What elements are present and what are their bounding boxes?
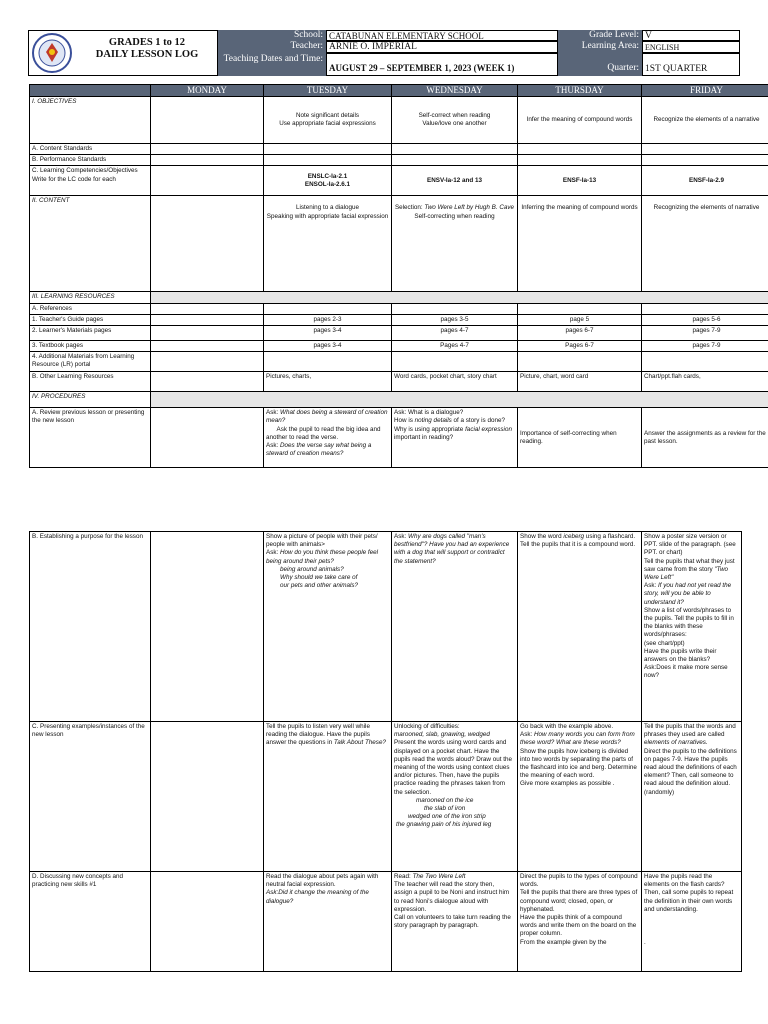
cell: pages 7-9 <box>642 341 768 352</box>
cell: pages 3-4 <box>264 326 392 341</box>
row-label-content-standards: A. Content Standards <box>30 144 151 155</box>
teacher-value: ARNIE O. IMPERIAL <box>326 41 558 53</box>
cell: Recognizing the elements of narrative <box>642 196 768 292</box>
day-header: FRIDAY <box>642 85 768 97</box>
school-label: School: <box>218 30 326 41</box>
cell: Chart/ppt.flah cards, <box>642 372 768 392</box>
cell: pages 6-7 <box>518 326 642 341</box>
cell: pages 3-4 <box>264 341 392 352</box>
header <box>28 30 740 78</box>
row-label-textbook: 3. Textbook pages <box>30 341 151 352</box>
grade-value: V <box>642 30 740 41</box>
cell: Direct the pupils to the types of compound words. Tell the pupils that there are three types of compound word; closed, open, or hyphenated. Have the pupils think of a compound words and write them on the board on the proper column. From the example given by the <box>518 872 642 972</box>
cell: Ask: What is a dialogue? How is noting details of a story is done? Why is using appropriate facial expression important in reading? <box>392 408 518 468</box>
row-label-discussing: D. Discussing new concepts and practicing new skills #1 <box>30 872 151 972</box>
row-label-lm: 2. Learner's Materials pages <box>30 326 151 341</box>
day-header: TUESDAY <box>264 85 392 97</box>
cell: Picture, chart, word card <box>518 372 642 392</box>
cell: pages 2-3 <box>264 314 392 325</box>
cell: Answer the assignments as a review for the past lesson. <box>642 408 768 468</box>
row-label-presenting: C. Presenting examples/instances of the new lesson <box>30 722 151 872</box>
cell: Tell the pupils to listen very well while reading the dialogue. Have the pupils answer the questions in Talk About These? <box>264 722 392 872</box>
row-label-resources: III. LEARNING RESOURCES <box>30 292 151 303</box>
row-label-other-resources: B. Other Learning Resources <box>30 372 151 392</box>
cell: pages 3-5 <box>392 314 518 325</box>
corner-header <box>30 85 151 97</box>
title-box <box>28 30 218 76</box>
deped-seal-icon <box>31 32 73 74</box>
cell: Infer the meaning of compound words <box>518 97 642 144</box>
cell: Tell the pupils that the words and phrases they used are called elements of narratives. Direct the pupils to the definitions on pages 7-9. Have the pupils read aloud the definitions of each element? Then, call someone to read aloud the definition aloud. (randomly) <box>642 722 742 872</box>
cell: Recognize the elements of a narrative <box>642 97 768 144</box>
cell: ENSF-Ia-2.9 <box>642 166 768 196</box>
teacher-label: Teacher: <box>218 41 326 53</box>
cell: Have the pupils read the elements on the flash cards? Then, call some pupils to repeat the definition in their own words and understanding. . <box>642 872 742 972</box>
header-info-grid <box>218 30 740 76</box>
cell: Selection: Two Were Left by Hugh B. Cave Self-correcting when reading <box>392 196 518 292</box>
cell: Self-correct when reading Value/love one another <box>392 97 518 144</box>
cell: pages 4-7 <box>392 326 518 341</box>
row-label-objectives: I. OBJECTIVES <box>30 97 151 144</box>
row-label-purpose: B. Establishing a purpose for the lesson <box>30 532 151 722</box>
page-title <box>77 37 217 61</box>
title-line-1: GRADES 1 to 12 <box>108 37 186 48</box>
cell: Unlocking of difficulties: marooned, slab, gnawing, wedged Present the words using word cards and displayed on a pocket chart. Have the pupils read the words aloud? Draw out the meaning of the words using context clues and/or pictures. Then, have the pupils practice reading the phrases taken from the selection. marooned on the ice the slab of iron wedged one of the iron strip the gnawing pain of his injured leg <box>392 722 518 872</box>
row-label-additional: 4. Additional Materials from Learning Resource (LR) portal <box>30 352 151 372</box>
lesson-table-top <box>29 84 768 468</box>
row-label-content: II. CONTENT <box>30 196 151 292</box>
dates-label: Teaching Dates and Time: <box>218 53 326 76</box>
cell: Show a picture of people with their pets/ people with animals> Ask: How do you think these people feel being around their pets? being around animals? Why should we take care of our pets and other animals? <box>264 532 392 722</box>
cell: Pages 6-7 <box>518 341 642 352</box>
cell: Read the dialogue about pets again with neutral facial expression. Ask:Did it change the meaning of the dialogue? <box>264 872 392 972</box>
cell: Word cards, pocket chart, story chart <box>392 372 518 392</box>
title-line-2: DAILY LESSON LOG <box>95 49 199 60</box>
cell: Read: The Two Were Left The teacher will read the story then, assign a pupil to be Noni and instruct him to read Noni's dialogue aloud with expression. Call on volunteers to take turn reading the story paragraph by paragraph. <box>392 872 518 972</box>
area-value: ENGLISH <box>642 41 740 53</box>
dates-value: AUGUST 29 – SEPTEMBER 1, 2023 (WEEK 1) <box>326 53 558 76</box>
area-label: Learning Area: <box>558 41 642 53</box>
cell: pages 5-6 <box>642 314 768 325</box>
quarter-label: Quarter: <box>558 53 642 76</box>
day-header: WEDNESDAY <box>392 85 518 97</box>
row-label-procedures: IV. PROCEDURES <box>30 392 151 408</box>
day-header: THURSDAY <box>518 85 642 97</box>
row-label-tg: 1. Teacher's Guide pages <box>30 314 151 325</box>
lesson-table-bottom <box>29 531 742 972</box>
cell: Note significant details Use appropriate facial expressions <box>264 97 392 144</box>
row-label-review: A. Review previous lesson or presenting the new lesson <box>30 408 151 468</box>
cell: Pictures, charts, <box>264 372 392 392</box>
cell: ENSF-Ia-13 <box>518 166 642 196</box>
cell: Importance of self-correcting when reading. <box>518 408 642 468</box>
cell: Ask: What does being a steward of creation mean? Ask the pupil to read the big idea and another to read the verse. Ask: Does the verse say what being a steward of creation means? <box>264 408 392 468</box>
quarter-value: 1ST QUARTER <box>642 53 740 76</box>
cell <box>151 97 264 144</box>
cell: page 5 <box>518 314 642 325</box>
cell: Go back with the example above. Ask: How many words you can form from these word? What are these words? Show the pupils how iceberg is divided into two words by separating the parts of the flashcard into ice and berg. Determine the meaning of each word. Give more examples as possible . <box>518 722 642 872</box>
cell: Listening to a dialogue Speaking with appropriate facial expression <box>264 196 392 292</box>
cell: pages 7-9 <box>642 326 768 341</box>
cell: ENSV-Ia-12 and 13 <box>392 166 518 196</box>
cell: Show a poster size version or PPT. slide of the paragraph. (see PPT. or chart) Tell the pupils that what they just saw came from the story "Two Were Left" Ask: If you had not yet read the story, will you be able to understand it? Show a list of words/phrases to the pupils. Tell the pupils to fill in the blanks with these words/phrases: (see chart/ppt) Have the pupils write their answers on the blanks? Ask:Does it make more sense now? <box>642 532 742 722</box>
row-label-references: A. References <box>30 303 151 314</box>
cell: Pages 4-7 <box>392 341 518 352</box>
cell: Inferring the meaning of compound words <box>518 196 642 292</box>
school-value: CATABUNAN ELEMENTARY SCHOOL <box>326 30 558 41</box>
grade-label: Grade Level: <box>558 30 642 41</box>
row-label-competencies: C. Learning Competencies/Objectives Write for the LC code for each <box>30 166 151 196</box>
cell: ENSLC-Ia-2.1 ENSOL-Ia-2.6.1 <box>264 166 392 196</box>
row-label-performance-standards: B. Performance Standards <box>30 155 151 166</box>
cell: Ask: Why are dogs called "man's bestfriend"? Have you had an experience with a dog that will support or contradict the statement? <box>392 532 518 722</box>
day-header: MONDAY <box>151 85 264 97</box>
cell: Show the word iceberg using a flashcard. Tell the pupils that it is a compound word. <box>518 532 642 722</box>
